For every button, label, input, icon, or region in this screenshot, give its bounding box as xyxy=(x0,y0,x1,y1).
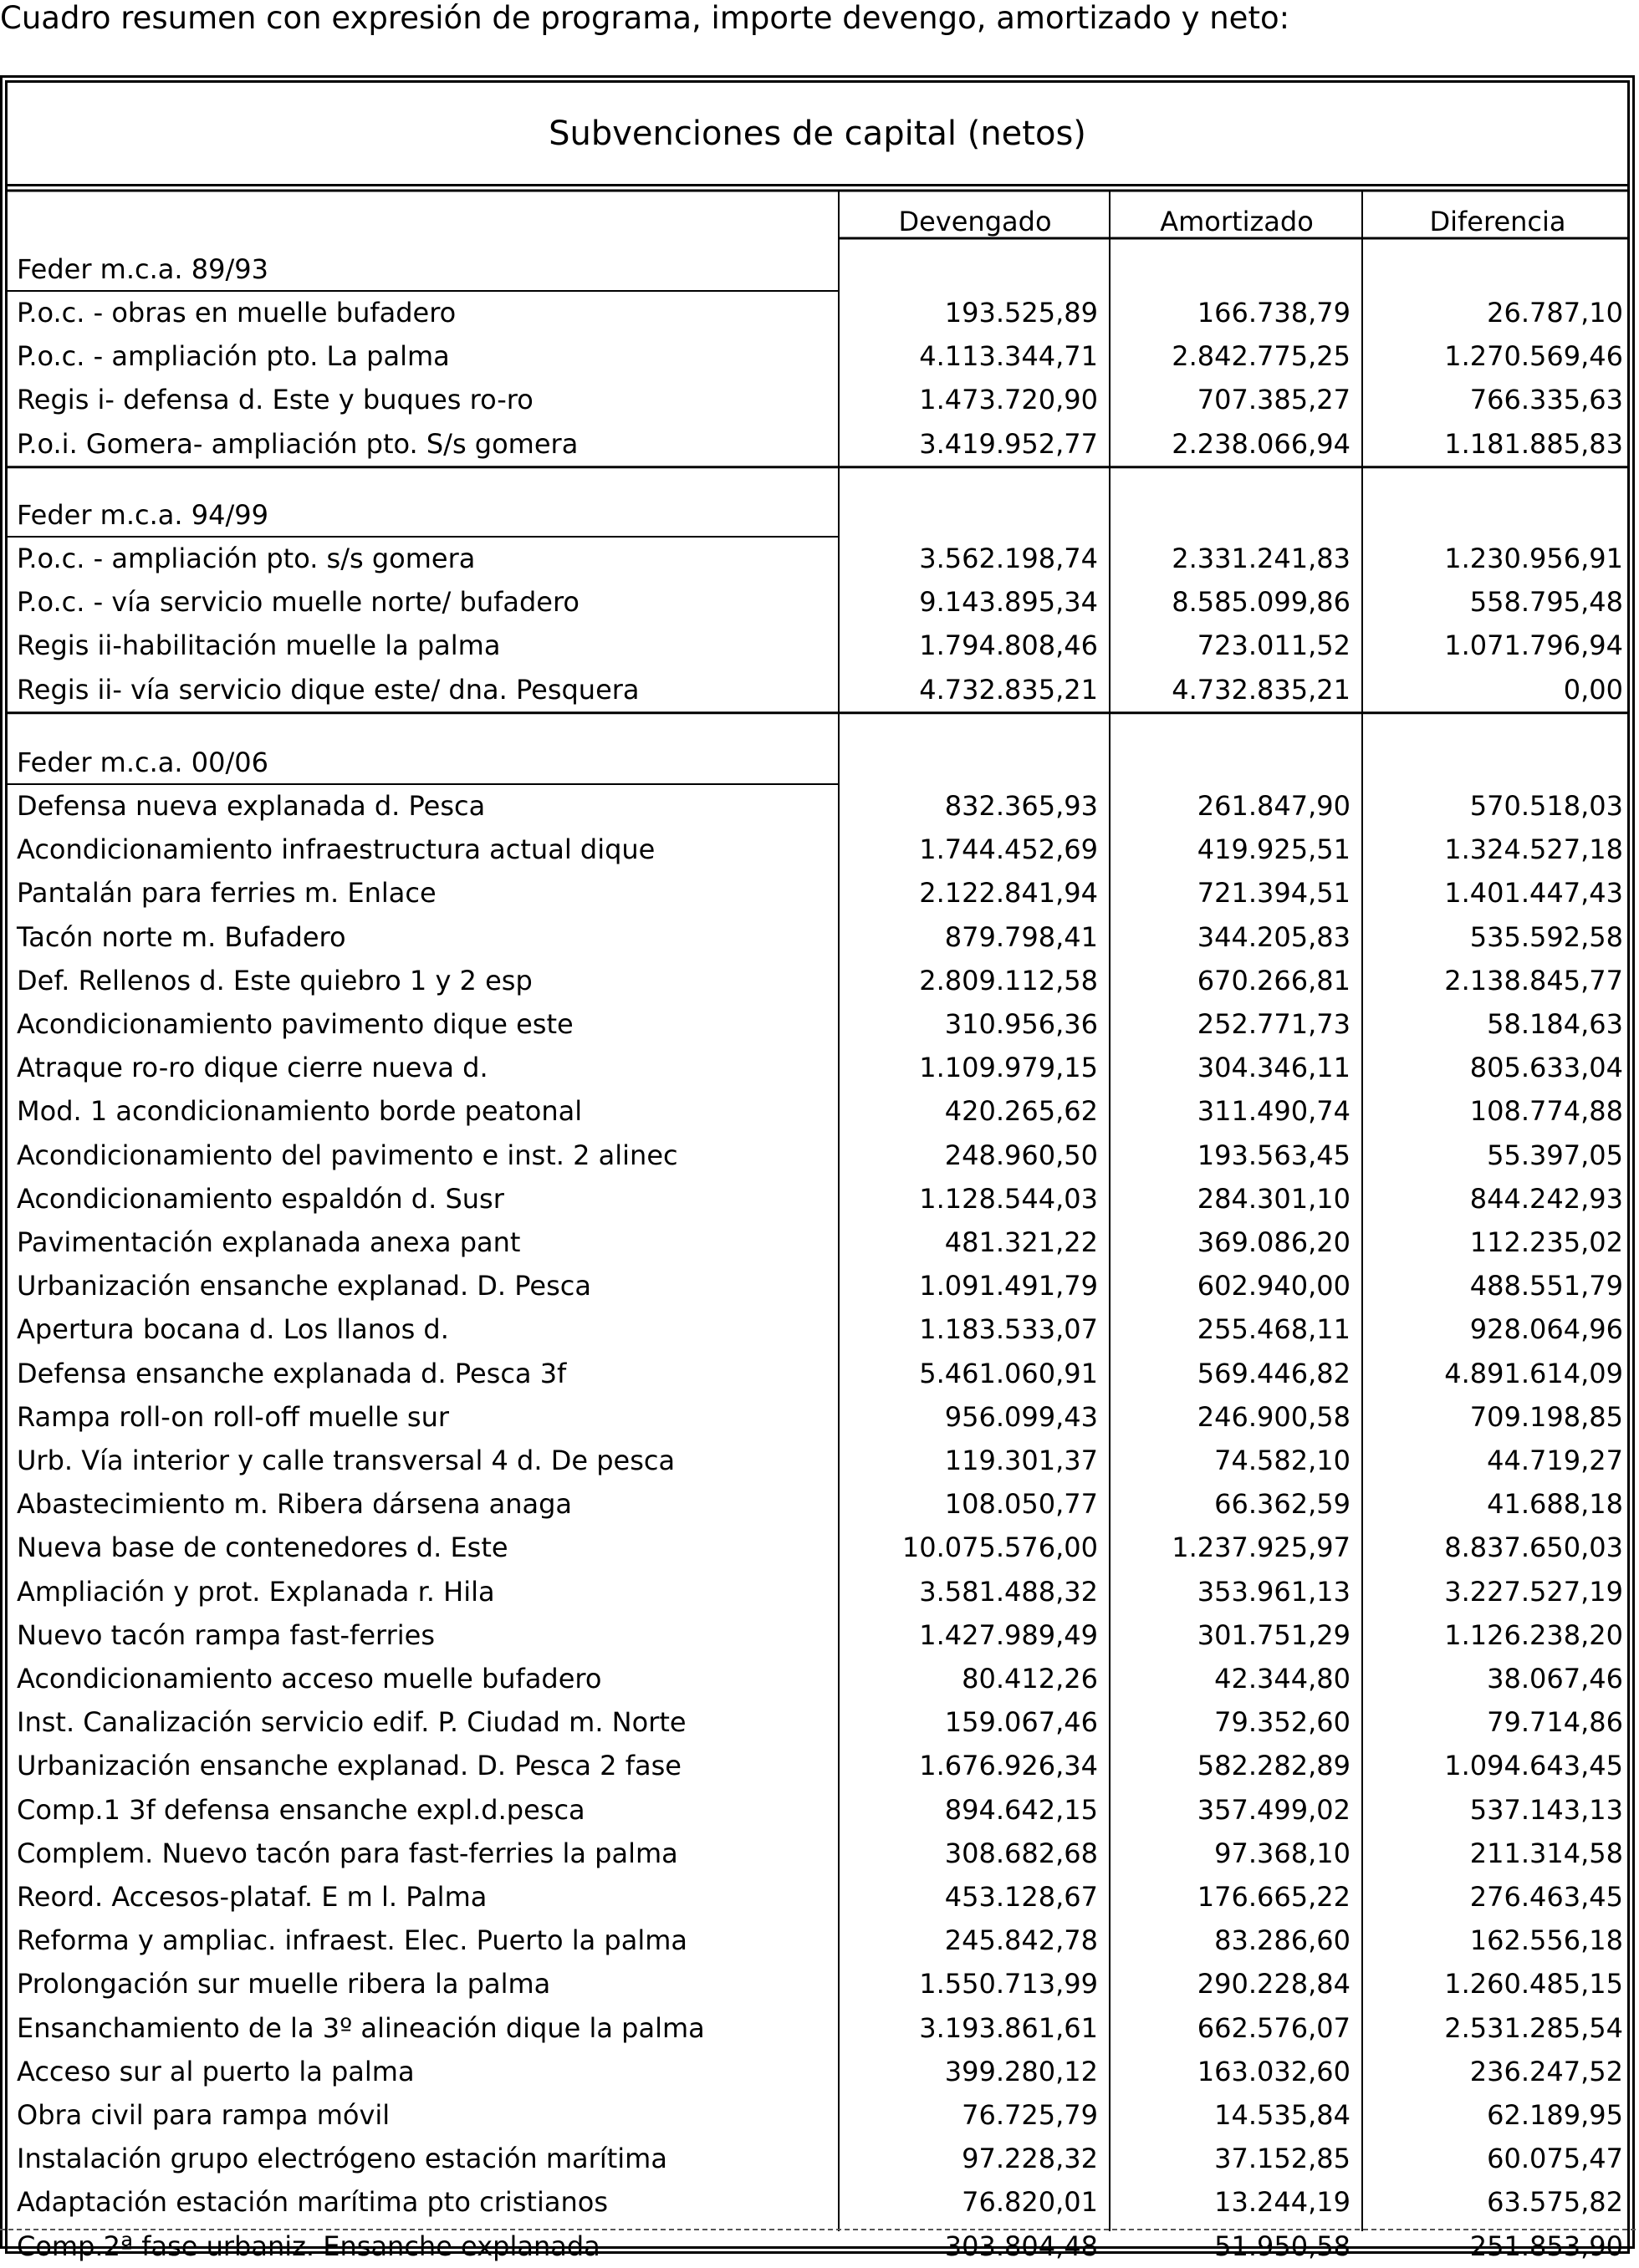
amortizado-value: 290.228,84 xyxy=(1197,1968,1351,2000)
table-row xyxy=(0,1700,1639,1744)
table-row xyxy=(0,1570,1639,1613)
table-row xyxy=(0,1352,1639,1395)
diferencia-value: 211.314,58 xyxy=(1469,1837,1623,1869)
amortizado-value: 670.266,81 xyxy=(1197,964,1351,996)
diferencia-value: 3.227.527,19 xyxy=(1444,1575,1623,1608)
table-row xyxy=(0,959,1639,1002)
row-label: Instalación grupo electrógeno estación marítima xyxy=(17,2143,667,2175)
amortizado-value: 4.732.835,21 xyxy=(1172,673,1351,706)
table-row xyxy=(0,422,1639,466)
diferencia-value: 60.075,47 xyxy=(1487,2143,1623,2175)
amortizado-value: 193.563,45 xyxy=(1197,1139,1351,1171)
amortizado-value: 13.244,19 xyxy=(1214,2186,1351,2219)
diferencia-value: 1.126.238,20 xyxy=(1444,1618,1623,1651)
amortizado-value: 353.961,13 xyxy=(1197,1575,1351,1608)
amortizado-value: 79.352,60 xyxy=(1214,1706,1351,1739)
row-label: Pavimentación explanada anexa pant xyxy=(17,1226,521,1258)
row-label: Defensa ensanche explanada d. Pesca 3f xyxy=(17,1357,567,1389)
table-row xyxy=(0,1788,1639,1832)
devengado-value: 879.798,41 xyxy=(944,920,1098,953)
table-row xyxy=(0,1307,1639,1351)
amortizado-value: 166.738,79 xyxy=(1197,297,1351,329)
diferencia-value: 55.397,05 xyxy=(1487,1139,1623,1171)
diferencia-value: 79.714,86 xyxy=(1487,1706,1623,1739)
table-row xyxy=(0,1395,1639,1439)
diferencia-value: 26.787,10 xyxy=(1487,297,1623,329)
table-row xyxy=(0,1089,1639,1133)
amortizado-value: 569.446,82 xyxy=(1197,1357,1351,1389)
devengado-value: 1.091.491,79 xyxy=(919,1270,1098,1302)
row-label: Acondicionamiento espaldón d. Susr xyxy=(17,1182,504,1215)
table-row xyxy=(0,2225,1639,2268)
diferencia-value: 709.198,85 xyxy=(1469,1400,1623,1433)
devengado-value: 159.067,46 xyxy=(944,1706,1098,1739)
devengado-value: 308.682,68 xyxy=(944,1837,1098,1869)
table-row xyxy=(0,1744,1639,1787)
devengado-value: 1.744.452,69 xyxy=(919,833,1098,866)
devengado-value: 119.301,37 xyxy=(944,1445,1098,1476)
amortizado-value: 255.468,11 xyxy=(1197,1313,1351,1346)
amortizado-value: 97.368,10 xyxy=(1214,1837,1351,1869)
amortizado-value: 2.842.775,25 xyxy=(1172,340,1351,373)
intro-text: Cuadro resumen con expresión de programa, importe devengo, amortizado y neto: xyxy=(0,0,1290,36)
section-header xyxy=(0,741,1639,784)
section-header xyxy=(0,247,1639,291)
diferencia-value: 1.230.956,91 xyxy=(1444,543,1623,574)
row-label: Acondicionamiento acceso muelle bufadero xyxy=(17,1663,602,1695)
table-row xyxy=(0,2180,1639,2224)
section-label: Feder m.c.a. 89/93 xyxy=(17,253,268,285)
row-label: Mod. 1 acondicionamiento borde peatonal xyxy=(17,1095,583,1128)
table-row xyxy=(0,915,1639,959)
amortizado-value: 1.237.925,97 xyxy=(1172,1532,1351,1564)
diferencia-value: 0,00 xyxy=(1563,673,1623,706)
diferencia-value: 2.531.285,54 xyxy=(1444,2011,1623,2044)
diferencia-value: 928.064,96 xyxy=(1469,1313,1623,1346)
amortizado-value: 74.582,10 xyxy=(1214,1445,1351,1476)
table-row xyxy=(0,784,1639,828)
row-label: Apertura bocana d. Los llanos d. xyxy=(17,1313,449,1346)
amortizado-value: 707.385,27 xyxy=(1197,384,1351,416)
row-label: Obra civil para rampa móvil xyxy=(17,2099,391,2131)
amortizado-value: 721.394,51 xyxy=(1197,877,1351,910)
diferencia-value: 236.247,52 xyxy=(1469,2055,1623,2087)
row-label: Regis ii- vía servicio dique este/ dna. Pesquera xyxy=(17,673,640,706)
table-row xyxy=(0,334,1639,378)
devengado-value: 245.842,78 xyxy=(944,1924,1098,1957)
row-label: Regis ii-habilitación muelle la palma xyxy=(17,629,501,662)
devengado-value: 303.804,48 xyxy=(944,2230,1098,2262)
devengado-value: 2.122.841,94 xyxy=(919,877,1098,910)
row-label: Nueva base de contenedores d. Este xyxy=(17,1532,508,1564)
devengado-value: 5.461.060,91 xyxy=(919,1357,1098,1389)
devengado-value: 453.128,67 xyxy=(944,1881,1098,1913)
table-row xyxy=(0,2050,1639,2093)
section-label: Feder m.c.a. 00/06 xyxy=(17,747,268,778)
amortizado-value: 582.282,89 xyxy=(1197,1750,1351,1782)
amortizado-value: 42.344,80 xyxy=(1214,1663,1351,1695)
section-header xyxy=(0,493,1639,537)
row-label: Atraque ro-ro dique cierre nueva d. xyxy=(17,1052,488,1084)
devengado-value: 1.427.989,49 xyxy=(919,1618,1098,1651)
devengado-value: 108.050,77 xyxy=(944,1488,1098,1521)
table-title: Subvenciones de capital (netos) xyxy=(549,114,1086,153)
row-label: P.o.c. - ampliación pto. La palma xyxy=(17,340,450,373)
row-label: Pantalán para ferries m. Enlace xyxy=(17,877,437,910)
table-row xyxy=(0,2006,1639,2050)
amortizado-value: 344.205,83 xyxy=(1197,920,1351,953)
row-label: P.o.c. - ampliación pto. s/s gomera xyxy=(17,543,476,574)
table-row xyxy=(0,1482,1639,1526)
row-label: Adaptación estación marítima pto cristianos xyxy=(17,2186,608,2219)
devengado-value: 9.143.895,34 xyxy=(919,586,1098,619)
table-row xyxy=(0,1919,1639,1962)
diferencia-value: 1.094.643,45 xyxy=(1444,1750,1623,1782)
section-label: Feder m.c.a. 94/99 xyxy=(17,499,268,531)
devengado-value: 832.365,93 xyxy=(944,790,1098,822)
devengado-value: 1.128.544,03 xyxy=(919,1182,1098,1215)
table-row xyxy=(0,537,1639,580)
table-row xyxy=(0,1875,1639,1919)
amortizado-value: 284.301,10 xyxy=(1197,1182,1351,1215)
row-label: P.o.c. - obras en muelle bufadero xyxy=(17,297,457,329)
amortizado-value: 8.585.099,86 xyxy=(1172,586,1351,619)
diferencia-value: 558.795,48 xyxy=(1469,586,1623,619)
table-row xyxy=(0,668,1639,711)
amortizado-value: 301.751,29 xyxy=(1197,1618,1351,1651)
table-row xyxy=(0,1832,1639,1875)
devengado-value: 420.265,62 xyxy=(944,1095,1098,1128)
column-header-devengado: Devengado xyxy=(898,206,1052,237)
diferencia-value: 1.260.485,15 xyxy=(1444,1968,1623,2000)
amortizado-value: 51.950,58 xyxy=(1214,2230,1351,2262)
row-label: P.o.c. - vía servicio muelle norte/ bufadero xyxy=(17,586,580,619)
diferencia-value: 251.853,90 xyxy=(1469,2230,1623,2262)
table-row xyxy=(0,2093,1639,2137)
amortizado-value: 2.238.066,94 xyxy=(1172,427,1351,460)
diferencia-value: 62.189,95 xyxy=(1487,2099,1623,2131)
diferencia-value: 162.556,18 xyxy=(1469,1924,1623,1957)
row-label: Defensa nueva explanada d. Pesca xyxy=(17,790,486,822)
diferencia-value: 276.463,45 xyxy=(1469,1881,1623,1913)
devengado-value: 4.113.344,71 xyxy=(919,340,1098,373)
amortizado-value: 662.576,07 xyxy=(1197,2011,1351,2044)
diferencia-value: 108.774,88 xyxy=(1469,1095,1623,1128)
table-title-box xyxy=(5,80,1630,186)
amortizado-value: 311.490,74 xyxy=(1197,1095,1351,1128)
row-label: Abastecimiento m. Ribera dársena anaga xyxy=(17,1488,573,1521)
diferencia-value: 570.518,03 xyxy=(1469,790,1623,822)
devengado-value: 2.809.112,58 xyxy=(919,964,1098,996)
diferencia-value: 1.071.796,94 xyxy=(1444,629,1623,662)
diferencia-value: 112.235,02 xyxy=(1469,1226,1623,1258)
devengado-value: 1.183.533,07 xyxy=(919,1313,1098,1346)
table-row xyxy=(0,1613,1639,1657)
devengado-value: 3.193.861,61 xyxy=(919,2011,1098,2044)
row-label: Prolongación sur muelle ribera la palma xyxy=(17,1968,551,2000)
table-row xyxy=(0,291,1639,334)
diferencia-value: 805.633,04 xyxy=(1469,1052,1623,1084)
row-label: Rampa roll-on roll-off muelle sur xyxy=(17,1400,450,1433)
table-row xyxy=(0,378,1639,421)
amortizado-value: 252.771,73 xyxy=(1197,1008,1351,1040)
row-label: Urbanización ensanche explanad. D. Pesca xyxy=(17,1270,591,1302)
row-label: Def. Rellenos d. Este quiebro 1 y 2 esp xyxy=(17,964,533,996)
row-label: Regis i- defensa d. Este y buques ro-ro xyxy=(17,384,534,416)
table-row xyxy=(0,1177,1639,1221)
table-row xyxy=(0,1221,1639,1264)
amortizado-value: 83.286,60 xyxy=(1214,1924,1351,1957)
amortizado-value: 66.362,59 xyxy=(1214,1488,1351,1521)
amortizado-value: 304.346,11 xyxy=(1197,1052,1351,1084)
diferencia-value: 41.688,18 xyxy=(1487,1488,1623,1521)
table-row xyxy=(0,624,1639,667)
table-row xyxy=(0,1046,1639,1089)
column-header-diferencia: Diferencia xyxy=(1429,206,1566,237)
diferencia-value: 4.891.614,09 xyxy=(1444,1357,1623,1389)
column-header-amortizado: Amortizado xyxy=(1160,206,1314,237)
table-row xyxy=(0,2137,1639,2180)
devengado-value: 3.419.952,77 xyxy=(919,427,1098,460)
devengado-value: 310.956,36 xyxy=(944,1008,1098,1040)
devengado-value: 1.676.926,34 xyxy=(919,1750,1098,1782)
amortizado-value: 246.900,58 xyxy=(1197,1400,1351,1433)
devengado-value: 80.412,26 xyxy=(962,1663,1098,1695)
table-row xyxy=(0,1264,1639,1307)
diferencia-value: 1.324.527,18 xyxy=(1444,833,1623,866)
devengado-value: 10.075.576,00 xyxy=(901,1532,1098,1564)
table-row xyxy=(0,1657,1639,1700)
row-label: Acondicionamiento pavimento dique este xyxy=(17,1008,574,1040)
devengado-value: 248.960,50 xyxy=(944,1139,1098,1171)
table-row xyxy=(0,1526,1639,1569)
amortizado-value: 163.032,60 xyxy=(1197,2055,1351,2087)
diferencia-value: 766.335,63 xyxy=(1469,384,1623,416)
diferencia-value: 2.138.845,77 xyxy=(1444,964,1623,996)
row-label: Complem. Nuevo tacón para fast-ferries la palma xyxy=(17,1837,678,1869)
row-label: Ampliación y prot. Explanada r. Hila xyxy=(17,1575,495,1608)
diferencia-value: 44.719,27 xyxy=(1487,1445,1623,1476)
devengado-value: 1.794.808,46 xyxy=(919,629,1098,662)
table-row xyxy=(0,1002,1639,1046)
diferencia-value: 58.184,63 xyxy=(1487,1008,1623,1040)
diferencia-value: 63.575,82 xyxy=(1487,2186,1623,2219)
devengado-value: 3.562.198,74 xyxy=(919,543,1098,574)
diferencia-value: 1.270.569,46 xyxy=(1444,340,1623,373)
amortizado-value: 602.940,00 xyxy=(1197,1270,1351,1302)
devengado-value: 956.099,43 xyxy=(944,1400,1098,1433)
diferencia-value: 1.401.447,43 xyxy=(1444,877,1623,910)
table-row xyxy=(0,1134,1639,1177)
devengado-value: 894.642,15 xyxy=(944,1793,1098,1826)
table-row xyxy=(0,580,1639,624)
table-row xyxy=(0,1439,1639,1482)
amortizado-value: 261.847,90 xyxy=(1197,790,1351,822)
devengado-value: 193.525,89 xyxy=(944,297,1098,329)
row-label: Comp.1 3f defensa ensanche expl.d.pesca xyxy=(17,1793,585,1826)
devengado-value: 1.550.713,99 xyxy=(919,1968,1098,2000)
row-label: Reforma y ampliac. infraest. Elec. Puerto la palma xyxy=(17,1924,688,1957)
table-row xyxy=(0,1962,1639,2006)
table-row xyxy=(0,871,1639,915)
row-label: Acondicionamiento del pavimento e inst. 2 alinec xyxy=(17,1139,678,1171)
amortizado-value: 14.535,84 xyxy=(1214,2099,1351,2131)
devengado-value: 97.228,32 xyxy=(962,2143,1098,2175)
diferencia-value: 844.242,93 xyxy=(1469,1182,1623,1215)
devengado-value: 76.820,01 xyxy=(962,2186,1098,2219)
row-label: Reord. Accesos-plataf. E m l. Palma xyxy=(17,1881,488,1913)
row-label: Nuevo tacón rampa fast-ferries xyxy=(17,1618,435,1651)
devengado-value: 1.473.720,90 xyxy=(919,384,1098,416)
amortizado-value: 723.011,52 xyxy=(1197,629,1351,662)
row-label: Inst. Canalización servicio edif. P. Ciudad m. Norte xyxy=(17,1706,687,1739)
devengado-value: 399.280,12 xyxy=(944,2055,1098,2087)
amortizado-value: 419.925,51 xyxy=(1197,833,1351,866)
amortizado-value: 357.499,02 xyxy=(1197,1793,1351,1826)
table-row xyxy=(0,828,1639,871)
devengado-value: 76.725,79 xyxy=(962,2099,1098,2131)
amortizado-value: 369.086,20 xyxy=(1197,1226,1351,1258)
diferencia-value: 537.143,13 xyxy=(1469,1793,1623,1826)
row-label: Tacón norte m. Bufadero xyxy=(17,920,346,953)
row-label: Comp.2ª fase urbaniz. Ensanche explanada xyxy=(17,2230,600,2262)
devengado-value: 481.321,22 xyxy=(944,1226,1098,1258)
devengado-value: 4.732.835,21 xyxy=(919,673,1098,706)
row-label: P.o.i. Gomera- ampliación pto. S/s gomera xyxy=(17,427,579,460)
row-label: Acondicionamiento infraestructura actual dique xyxy=(17,833,656,866)
amortizado-value: 37.152,85 xyxy=(1214,2143,1351,2175)
diferencia-value: 535.592,58 xyxy=(1469,920,1623,953)
diferencia-value: 488.551,79 xyxy=(1469,1270,1623,1302)
devengado-value: 1.109.979,15 xyxy=(919,1052,1098,1084)
diferencia-value: 8.837.650,03 xyxy=(1444,1532,1623,1564)
diferencia-value: 1.181.885,83 xyxy=(1444,427,1623,460)
diferencia-value: 38.067,46 xyxy=(1487,1663,1623,1695)
amortizado-value: 176.665,22 xyxy=(1197,1881,1351,1913)
row-label: Acceso sur al puerto la palma xyxy=(17,2055,415,2087)
devengado-value: 3.581.488,32 xyxy=(919,1575,1098,1608)
row-label: Urb. Vía interior y calle transversal 4 d. De pesca xyxy=(17,1445,676,1476)
row-label: Urbanización ensanche explanad. D. Pesca 2 fase xyxy=(17,1750,682,1782)
row-label: Ensanchamiento de la 3º alineación dique la palma xyxy=(17,2011,705,2044)
amortizado-value: 2.331.241,83 xyxy=(1172,543,1351,574)
